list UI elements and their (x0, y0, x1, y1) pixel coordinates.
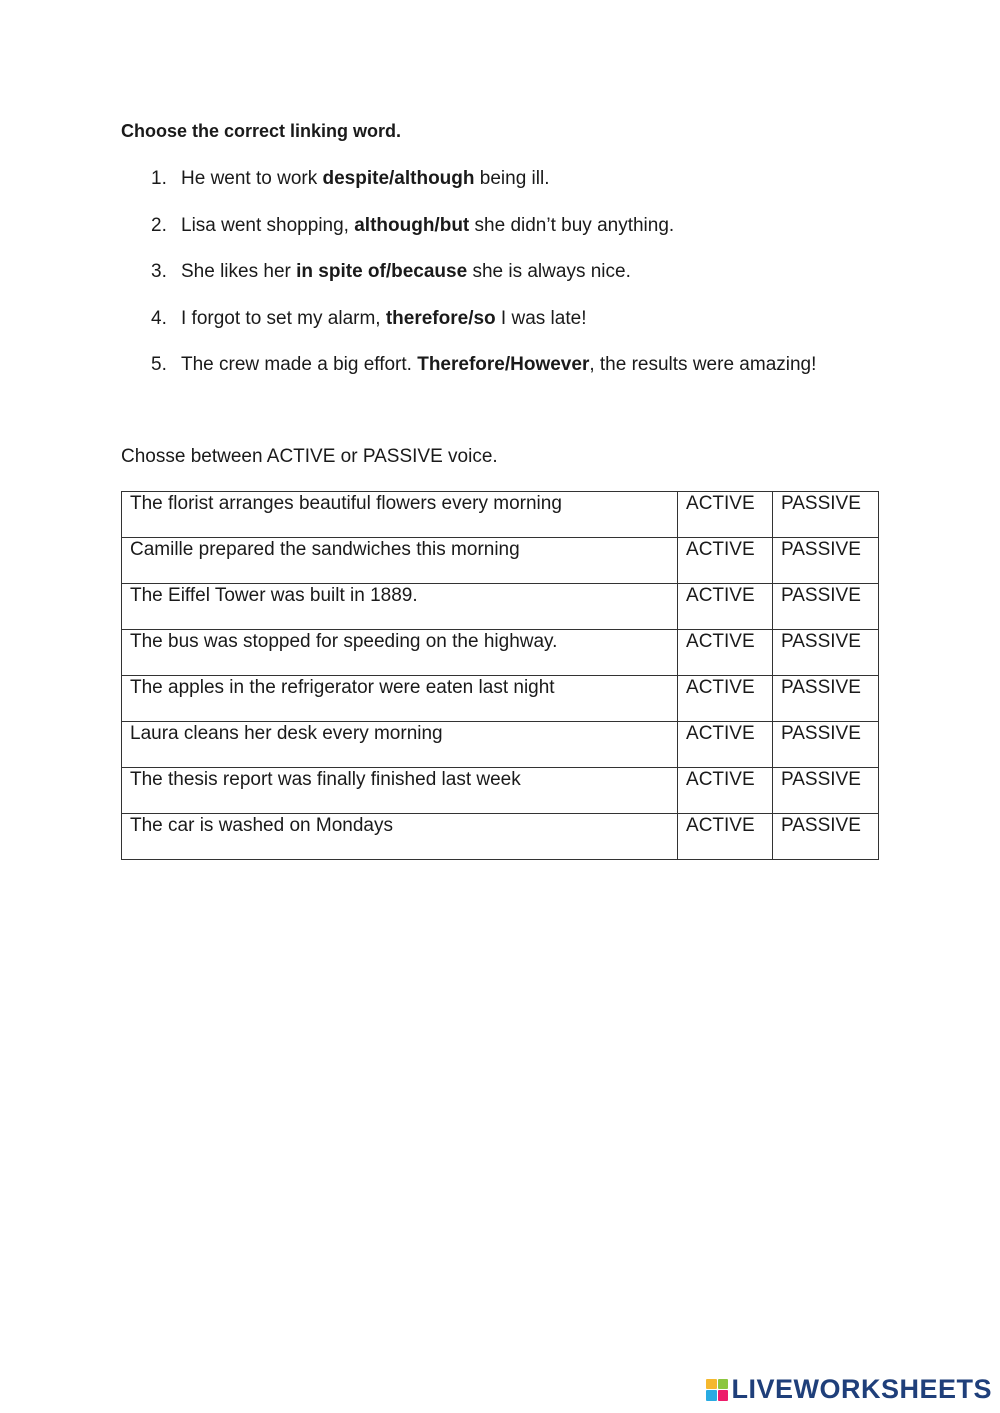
passive-option[interactable]: PASSIVE (773, 538, 879, 584)
item-text: I forgot to set my alarm, therefore/so I was late! (181, 307, 587, 329)
passive-option[interactable]: PASSIVE (773, 814, 879, 860)
linking-choice[interactable]: therefore/so (385, 307, 496, 329)
passive-option[interactable]: PASSIVE (773, 722, 879, 768)
list-item (151, 308, 816, 355)
list-item (151, 354, 816, 401)
table-row (122, 768, 879, 814)
active-option[interactable]: ACTIVE (678, 676, 773, 722)
sentence-cell: Laura cleans her desk every morning (122, 722, 678, 768)
table-row (122, 538, 879, 584)
linking-choice[interactable]: in spite of/because (296, 261, 468, 282)
logo-square-pink (718, 1390, 729, 1401)
list-item (151, 168, 816, 215)
list-item (151, 261, 816, 308)
list-item (151, 215, 816, 262)
passive-option[interactable]: PASSIVE (773, 630, 879, 676)
active-option[interactable]: ACTIVE (678, 584, 773, 630)
active-option[interactable]: ACTIVE (678, 538, 773, 584)
linking-choice[interactable]: Therefore/However (417, 354, 590, 375)
passive-option[interactable]: PASSIVE (773, 492, 879, 538)
item-text: She likes her in spite of/because she is always nice. (181, 261, 631, 282)
sentence-cell: The bus was stopped for speeding on the highway. (122, 630, 678, 676)
active-option[interactable]: ACTIVE (678, 768, 773, 814)
voice-instruction: Chosse between ACTIVE or PASSIVE voice. (121, 446, 498, 467)
table-row (122, 676, 879, 722)
sentence-cell: The Eiffel Tower was built in 1889. (122, 584, 678, 630)
table-row (122, 722, 879, 768)
item-number: 2. (151, 214, 167, 236)
linking-section-title: Choose the correct linking word. (121, 121, 402, 141)
sentence-cell: The car is washed on Mondays (122, 814, 678, 860)
active-option[interactable]: ACTIVE (678, 630, 773, 676)
table-row (122, 814, 879, 860)
sentence-cell: The apples in the refrigerator were eaten last night (122, 676, 678, 722)
item-text: Lisa went shopping, although/but she didn’t buy anything. (181, 214, 675, 236)
passive-option[interactable]: PASSIVE (773, 676, 879, 722)
active-option[interactable]: ACTIVE (678, 722, 773, 768)
logo-text: LIVEWORKSHEETS (731, 1374, 992, 1404)
linking-choice[interactable]: despite/although (322, 168, 475, 189)
item-number: 3. (151, 261, 167, 282)
liveworksheets-logo[interactable] (706, 1374, 992, 1405)
item-text: The crew made a big effort. Therefore/However, the results were amazing! (181, 354, 817, 375)
table-row (122, 492, 879, 538)
logo-square-green (718, 1379, 729, 1390)
passive-option[interactable]: PASSIVE (773, 584, 879, 630)
active-option[interactable]: ACTIVE (678, 814, 773, 860)
voice-table (121, 491, 879, 860)
table-row (122, 584, 879, 630)
table-row (122, 630, 879, 676)
logo-square-blue (706, 1390, 717, 1401)
liveworksheets-logo-icon (706, 1379, 728, 1401)
linking-items-list (151, 168, 816, 401)
linking-choice[interactable]: although/but (354, 214, 470, 236)
sentence-cell: The thesis report was finally finished last week (122, 768, 678, 814)
item-number: 1. (151, 168, 167, 189)
sentence-cell: The florist arranges beautiful flowers every morning (122, 492, 678, 538)
item-text: He went to work despite/although being ill. (181, 168, 550, 189)
item-number: 5. (151, 354, 167, 375)
passive-option[interactable]: PASSIVE (773, 768, 879, 814)
sentence-cell: Camille prepared the sandwiches this morning (122, 538, 678, 584)
logo-square-yellow (706, 1379, 717, 1390)
item-number: 4. (151, 307, 167, 329)
active-option[interactable]: ACTIVE (678, 492, 773, 538)
